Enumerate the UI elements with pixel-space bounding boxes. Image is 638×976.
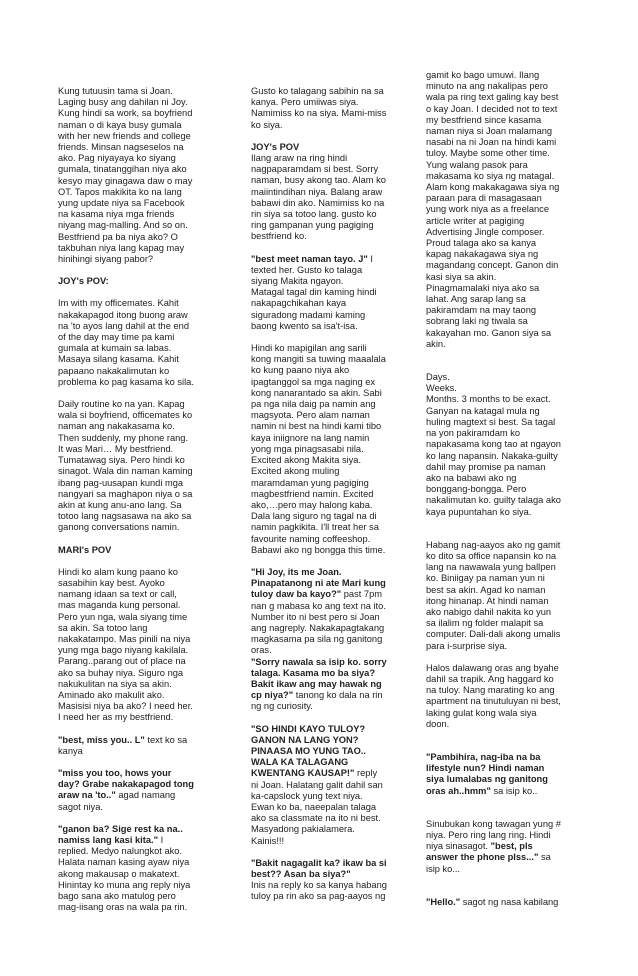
section-heading: MARI's POV: [58, 544, 112, 555]
column-2: [251, 86, 437, 914]
quoted-message: "best, pls answer the phone plss...": [426, 841, 539, 863]
paragraph: Sinubukan kong tawagan yung # niya. Pero ring lang ring. Hindi niya sinasagot. "best, pls answer the phone plss..." sa isip ko...: [426, 818, 561, 874]
paragraph: "SO HINDI KAYO TULOY? GANON NA LANG YON? PINAASA MO YUNG TAO.. WALA KA TALAGANG KWENTANG KAUSAP!" reply ni Joan. Halatang galit dahil san ka-capslock yung text niya. Ewan ko ba, naeepalan talaga ako sa classmate na ito ni best. Masyadong pakialamera. Kainis!!!: [251, 723, 383, 846]
paragraph: Ilang araw na ring hindi nagpaparamdam si best. Sorry naman, busy akong tao. Alam ko maiintindihan niya. Balang araw babawi din ako. Namimiss ko na rin siya sa totoo lang. gusto ko ring gampanan yung pagiging bestfriend ko.: [251, 153, 386, 242]
paragraph: Kung tutuusin tama si Joan. Laging busy ang dahilan ni Joy. Kung hindi sa work, sa boyfriend naman o di kaya busy gumala with her new friends and college friends. Minsan nagseselos na ako. Pag niyayaya ko siyang gumala, tinatanggihan niya ako kesyo may ginagawa daw o may OT. Tapos makikita ko na lang yung update niya sa Facebook na kasama niya mga friends niyang mag-malling. And so on. Bestfriend pa ba niya ako? O takbuhan niya lang kapag may hinihingi siyang pabor?: [58, 86, 193, 265]
quoted-message: "Sorry nawala sa isip ko. sorry talaga. Kasama mo ba siya? Bakit ikaw ang may hawak ng cp niya?": [251, 656, 387, 701]
quoted-message: "Pambihira, nag-iba na ba lifestyle nun? Hindi naman siya lumalabas ng ganitong oras ah..hmm": [426, 751, 548, 796]
section-heading: JOY's POV: [251, 141, 300, 152]
section-heading: JOY's POV:: [58, 276, 109, 287]
paragraph: "Hello." sagot ng nasa kabilang: [426, 896, 559, 907]
quoted-message: "SO HINDI KAYO TULOY? GANON NA LANG YON? PINAASA MO YUNG TAO.. WALA KA TALAGANG KWENTANG KAUSAP!": [251, 723, 367, 779]
paragraph: Hindi ko alam kung paano ko sasabihin kay best. Ayoko namang idaan sa text or call, mas maganda kung personal. Pero yun nga, wala siyang time sa akin. Sa totoo lang nakakatampo. Mas pinili na niya yung mga bago niyang kakilala. Parang..parang out of place na ako sa buhay niya. Siguro nga nakukulitan na siya sa akin. Aminado ako makulit ako. Masisisi niya ba ako? I need her. I need her as my bestfriend.: [58, 566, 193, 723]
paragraph: "best, miss you.. L" text ko sa kanya: [58, 734, 188, 756]
paragraph: Daily routine ko na yan. Kapag wala si boyfriend, officemates ko naman ang nakakasama ko. Then suddenly, my phone rang. It was Mari… My bestfriend. Tumatawag siya. Pero hindi ko sinagot. Wala din naman kaming ibang pag-uusapan kundi mga nangyari sa maghapon niya o sa akin at kung anu-ano lang. Sa totoo lang nagsasawa na ako sa ganong conversations namin.: [58, 399, 193, 533]
paragraph: "ganon ba? Sige rest ka na.. namiss lang kasi kita." I replied. Medyo nalungkot ako. Halata naman kasing ayaw niya akong makausap o makatext. Hinintay ko muna ang reply niya bago sana ako matulog pero mag-iisang oras na wala pa rin.: [58, 823, 191, 913]
quoted-message: "best meet naman tayo. J": [251, 253, 368, 264]
quoted-message: "best, miss you.. L": [58, 734, 145, 745]
paragraph: gamit ko bago umuwi. Ilang minuto na ang nakalipas pero wala pa ring text galing kay best o kay Joan. I decided not to text my bestfriend since kasama naman niya si Joan malamang nasabi na ni Joan na hindi kami tuloy. Maybe some other time. Yung walang pasok para makasama ko siya ng matagal. Alam kong makakagawa siya ng paraan para di masagasaan yung work niya as a freelance article writer at pagiging Advertising Jingle composer. Proud talaga ako sa kanya kapag nakakagawa siya ng magandang concept. Ganon din kasi siya sa akin. Pinagmamalaki niya ako sa lahat. Ang sarap lang sa pakiramdam na may taong sobrang laki ng tiwala sa kakayahan mo. Ganon siya sa akin.: [426, 70, 560, 349]
quoted-message: "Bakit nagagalit ka? ikaw ba si best?? Asan ba siya?": [251, 857, 387, 879]
paragraph: Gusto ko talagang sabihin na sa kanya. Pero umiiwas siya. Namimiss ko na siya. Mami-miss ko siya.: [251, 86, 387, 130]
quoted-message: "ganon ba? Sige rest ka na.. namiss lang kasi kita.": [58, 823, 183, 845]
quoted-message: "miss you too, hows your day? Grabe nakakapagod tong araw na 'to..": [58, 767, 194, 801]
paragraph-spacer: [426, 808, 612, 819]
column-3: [426, 70, 612, 919]
paragraph: Days. Weeks. Months. 3 months to be exact. Ganyan na katagal mula ng huling magtext si best. Sa tagal na yon pakiramdam ko napakasama kong tao at ngayon ko lang napansin. Nakaka-guilty dahil may promise pa naman ako na babawi ako ng bonggang-bongga. Pero nakalimutan ko. guilty talaga ako kaya pupuntahan ko siya.: [426, 372, 561, 517]
paragraph: "miss you too, hows your day? Grabe nakakapagod tong araw na 'to.." agad namang sagot niya.: [58, 767, 194, 812]
paragraph-spacer: [426, 529, 612, 540]
paragraph-spacer: [426, 741, 612, 752]
paragraph-spacer: [426, 361, 612, 372]
paragraph: Hindi ko mapigilan ang sarili kong mangiti sa tuwing maaalala ko kung paano niya ako ipagtanggol sa mga naging ex kong nanarantado sa akin. Sabi pa nga nila daig pa namin ang magsyota. Pero alam naman namin ni best na hindi kami tibo kaya iniignore na lang namin yong mga pinagsasabi nila. Excited akong Makita siya. Excited akong muling maramdaman yung pagiging magbestfriend namin. Excited ako,…pero may halong kaba. Dala lang siguro ng tagal na di namin pagkikita. I'll treat her sa favourite naming coffeeshop. Babawi ako ng bongga this time.: [251, 343, 386, 555]
paragraph: Habang nag-aayos ako ng gamit ko dito sa office napansin ko na lang na nawawala yung ballpen ko. Biniigay pa naman yun ni best sa akin. Agad ko naman itong hinanap. At hindi naman ako nabigo dahil nakita ko yun sa ilalim ng folder malapit sa computer. Dali-dali akong umalis para i-surprise siya.: [426, 539, 561, 651]
paragraph: Halos dalawang oras ang byahe dahil sa trapik. Ang haggard ko na tuloy. Nang marating ko ang apartment na tinutuluyan ni best, laking gulat kong wala siya doon.: [426, 662, 561, 729]
column-1: [58, 86, 244, 924]
quoted-message: "Hello.": [426, 896, 461, 907]
paragraph: "best meet naman tayo. J" I texted her. Gusto ko talaga siyang Makita ngayon. Matagal tagal din kaming hindi nakapagchikahan kaya siguradong madami kaming baong kwento sa isa't-isa.: [251, 253, 377, 331]
quoted-message: "Hi Joy, its me Joan. Pinapatanong ni ate Mari kung tuloy daw ba kayo?": [251, 566, 386, 600]
paragraph: "Sorry nawala sa isip ko. sorry talaga. Kasama mo ba siya? Bakit ikaw ang may hawak ng cp niya?" tanong ko dala na rin ng ng curiosity.: [251, 656, 387, 712]
paragraph: "Bakit nagagalit ka? ikaw ba si best?? Asan ba siya?" Inis na reply ko sa kanya habang tuloy pa rin ako sa pag-aayos ng: [251, 857, 387, 902]
paragraph: "Pambihira, nag-iba na ba lifestyle nun? Hindi naman siya lumalabas ng ganitong oras ah..hmm" sa isip ko..: [426, 751, 548, 796]
paragraph: "Hi Joy, its me Joan. Pinapatanong ni ate Mari kung tuloy daw ba kayo?" past 7pm nan g mabasa ko ang text na ito. Number ito ni best pero si Joan ang nagreply. Nakakapagtakang magkasama pa sila ng ganitong oras.: [251, 566, 386, 656]
paragraph: Im with my officemates. Kahit nakakapagod itong buong araw na 'to ayos lang dahil at the end of the day may time pa kami gumala at kumain sa labas. Masaya silang kasama. Kahit papaano nakakalimutan ko problema ko pag kasama ko sila.: [58, 298, 194, 387]
paragraph-spacer: [426, 886, 612, 897]
